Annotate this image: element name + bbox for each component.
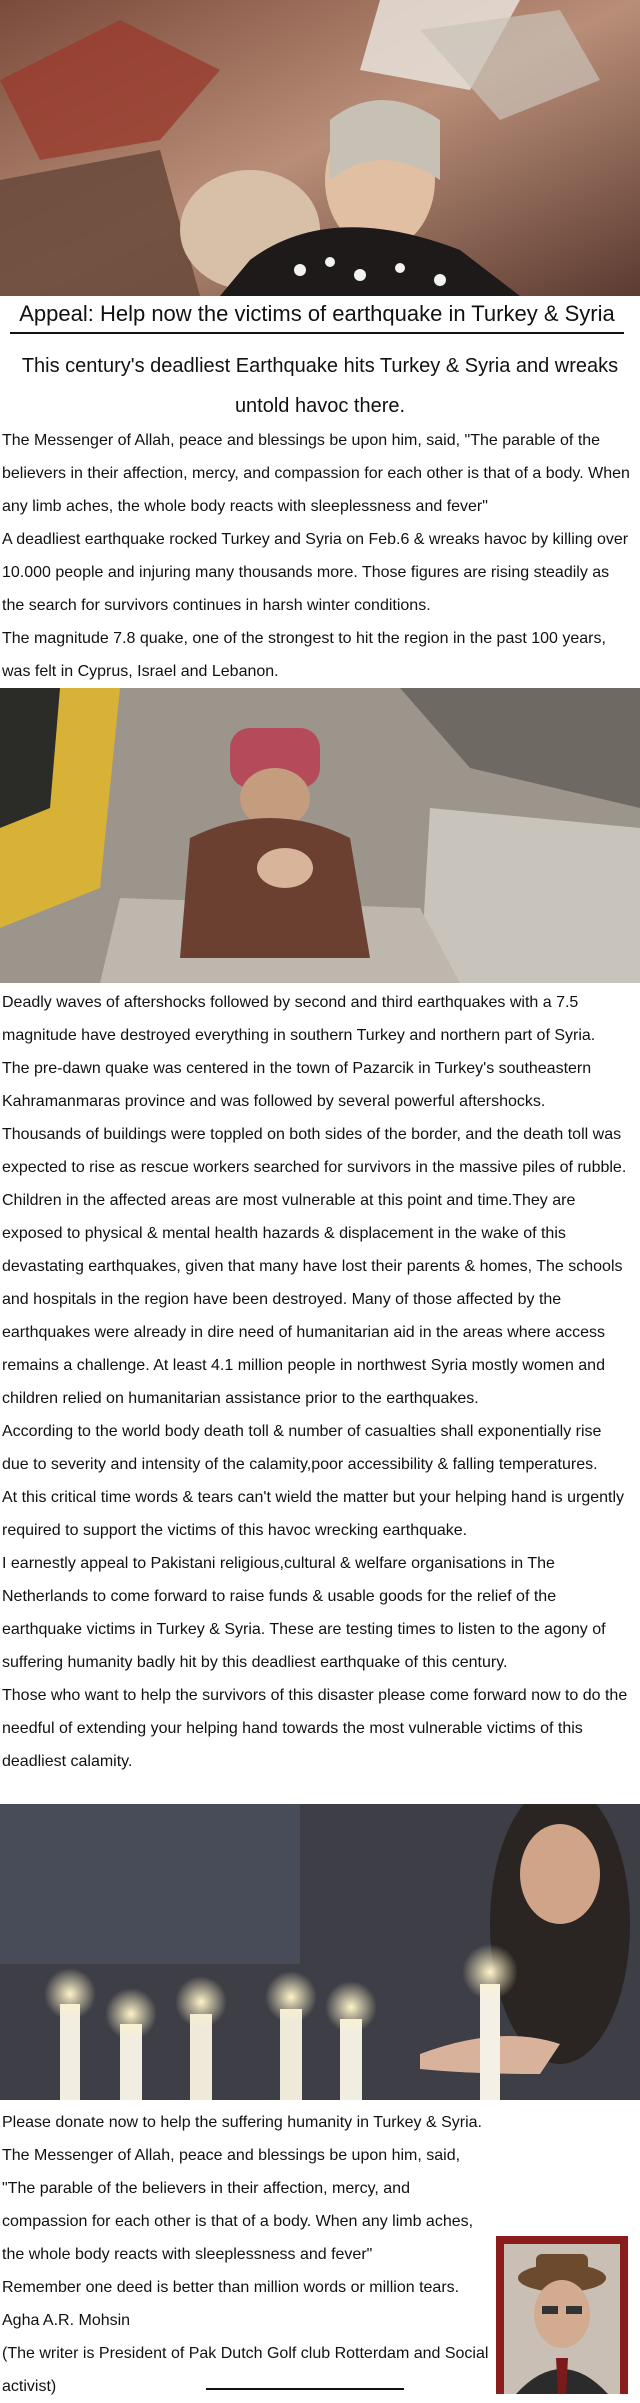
bottom-divider xyxy=(206,2388,404,2390)
paragraph: The pre-dawn quake was centered in the town of Pazarcik in Turkey's southeastern Kahramanmaras province and was followed by several powerful aftershocks. xyxy=(2,1060,592,1110)
closing-text xyxy=(2,2106,492,2403)
author-name: Agha A.R. Mohsin xyxy=(2,2312,131,2329)
paragraph: At this critical time words & tears can't wield the matter but your helping hand is urgently required to support the victims of this havoc wrecking earthquake. xyxy=(2,1489,625,1539)
article-title: Appeal: Help now the victims of earthquake in Turkey & Syria xyxy=(10,300,624,334)
paragraph: According to the world body death toll & number of casualties shall exponentially rise due to severity and intensity of the calamity,poor accessibility & falling temperatures. xyxy=(2,1423,602,1473)
paragraph: Deadly waves of aftershocks followed by second and third earthquakes with a 7.5 magnitude have destroyed everything in southern Turkey and northern part of Syria. xyxy=(2,994,596,1044)
paragraph: The magnitude 7.8 quake, one of the strongest to hit the region in the past 100 years, was felt in Cyprus, Israel and Lebanon. xyxy=(2,630,606,680)
donate-line: Please donate now to help the suffering humanity in Turkey & Syria. xyxy=(2,2114,482,2131)
hero-photo xyxy=(0,0,640,296)
paragraph: A deadliest earthquake rocked Turkey and Syria on Feb.6 & wreaks havoc by killing over 10.000 people and injuring many thousands more. Those figures are rising steadily as the search for survivors continues in harsh winter conditions. xyxy=(2,531,629,614)
paragraph: Thousands of buildings were toppled on both sides of the border, and the death toll was expected to rise as rescue workers searched for survivors in the massive piles of rubble. xyxy=(2,1126,627,1176)
paragraph: I earnestly appeal to Pakistani religious,cultural & welfare organisations in The Netherlands to come forward to raise funds & usable goods for the relief of the earthquake victims in Turkey & Syria. These are testing times to listen to the agony of suffering humanity badly hit by this deadliest earthquake of this century. xyxy=(2,1555,606,1671)
paragraph: Children in the affected areas are most vulnerable at this point and time.They are exposed to physical & mental health hazards & displacement in the wake of this devastating earthquakes, given that many have lost their parents & homes, The schools and hospitals in the region have been destroyed. Many of those affected by the earthquakes were already in dire need of humanitarian aid in the areas where access remains a challenge. At least 4.1 million people in northwest Syria mostly women and children relied on humanitarian assistance prior to the earthquakes. xyxy=(2,1192,623,1407)
main-text xyxy=(2,986,632,1778)
intro-text xyxy=(2,424,632,688)
article-subtitle: This century's deadliest Earthquake hits Turkey & Syria and wreaks untold havoc there. xyxy=(21,355,619,417)
candles-photo xyxy=(0,1804,640,2100)
author-note: (The writer is President of Pak Dutch Golf club Rotterdam and Social activist) xyxy=(2,2345,489,2395)
paragraph: Those who want to help the survivors of this disaster please come forward now to do the needful of extending your helping hand towards the most vulnerable victims of this deadliest calamity. xyxy=(2,1687,628,1770)
remember-line: Remember one deed is better than million words or million tears. xyxy=(2,2279,460,2296)
author-photo xyxy=(496,2236,628,2394)
hadith-quote: The Messenger of Allah, peace and blessings be upon him, said, "The parable of the believers in their affection, mercy, and compassion for each other is that of a body. When any limb aches, the whole body reacts with sleeplessness and fever" xyxy=(2,2147,474,2263)
paragraph: The Messenger of Allah, peace and blessings be upon him, said, "The parable of the believers in their affection, mercy, and compassion for each other is that of a body. When any limb aches, the whole body reacts with sleeplessness and fever" xyxy=(2,432,630,515)
rescue-photo xyxy=(0,688,640,983)
